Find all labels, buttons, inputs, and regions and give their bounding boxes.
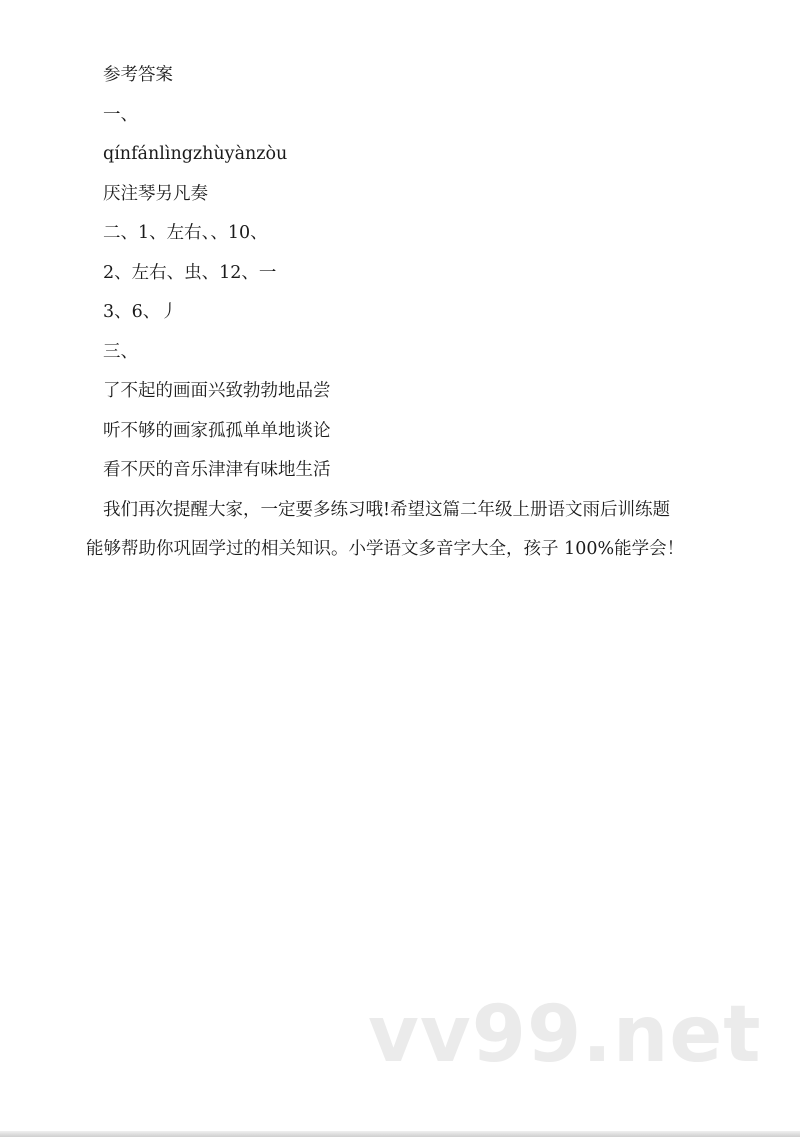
closing-paragraph-line-2: 能够帮助你巩固学过的相关知识。小学语文多音字大全，孩子 100%能学会！ — [86, 538, 685, 559]
answer-content — [86, 64, 726, 577]
pinyin-line: qínfánlìngzhùyànzòu — [103, 144, 288, 164]
section-one-heading: 一、 — [103, 104, 138, 125]
section-two-item-1: 二、1、左右、、10、 — [103, 223, 268, 243]
section-two-item-2: 2、左右、虫、12、一 — [103, 262, 277, 283]
phrase-line-1: 了不起的画面兴致勃勃地品尝 — [103, 381, 331, 401]
phrase-line-2: 听不够的画家孤孤单单地谈论 — [103, 420, 331, 441]
phrase-line-3: 看不厌的音乐津津有味地生活 — [103, 460, 331, 480]
characters-line: 厌注琴另凡奏 — [103, 183, 208, 204]
answer-title: 参考答案 — [103, 65, 173, 85]
closing-paragraph-line-1: 我们再次提醒大家，一定要多练习哦!希望这篇二年级上册语文雨后训练题 — [103, 499, 671, 520]
section-two-item-3: 3、6、丿 — [103, 302, 178, 322]
section-three-heading: 三、 — [103, 341, 138, 362]
page-bottom-edge — [0, 1131, 800, 1137]
site-watermark: vv99.net — [368, 990, 762, 1080]
